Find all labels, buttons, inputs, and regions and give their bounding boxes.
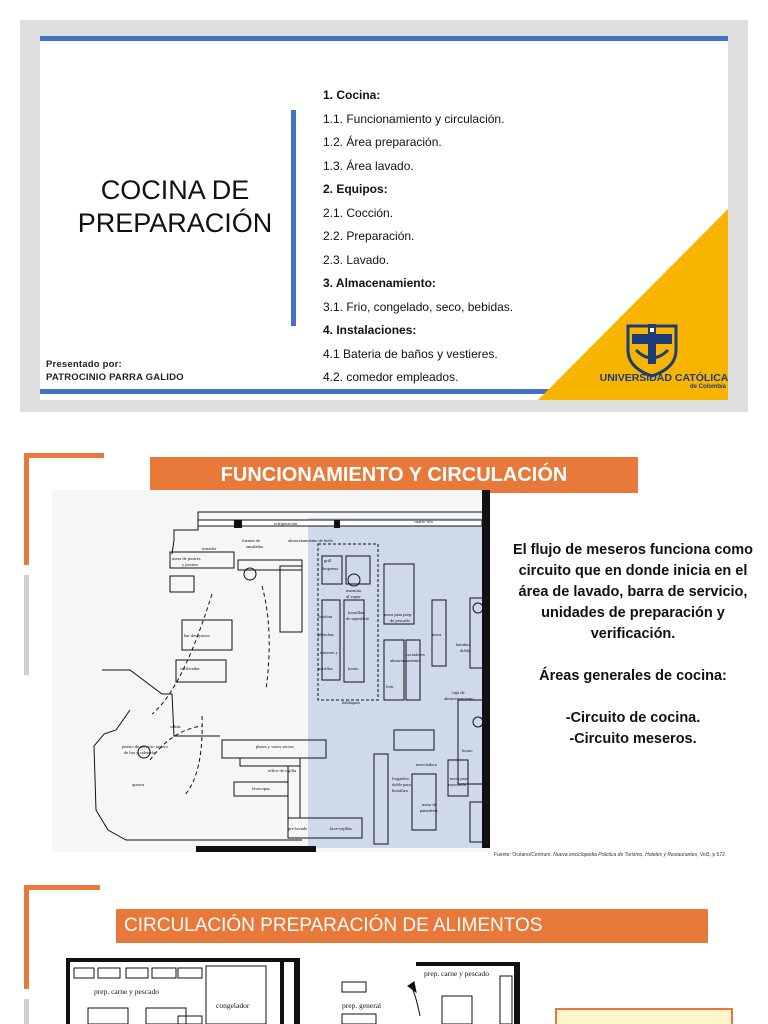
plan-label: ensaladas bbox=[246, 544, 264, 549]
plan-label: fuentes de bbox=[242, 538, 261, 543]
plan-label: de pescado bbox=[390, 618, 410, 623]
plan-label: mesa de bbox=[422, 802, 437, 807]
plan-label: prep. general bbox=[342, 1001, 382, 1010]
plan-label: cortadores bbox=[406, 652, 425, 657]
plan-label: bar desayunos bbox=[184, 633, 210, 638]
kitchen-floor-plan bbox=[52, 490, 490, 852]
plan-label: cuarto frío bbox=[414, 519, 433, 524]
slide-title-line-1: COCINA DE bbox=[100, 175, 250, 205]
presenter-block bbox=[46, 358, 184, 384]
plan-label: batidora bbox=[456, 642, 471, 647]
plan-label: de superficie bbox=[346, 616, 370, 621]
table-of-contents bbox=[323, 84, 513, 390]
plan-label: almacenamiento bbox=[444, 696, 474, 701]
plan-label: doble para bbox=[392, 782, 411, 787]
slide2-banner: FUNCIONAMIENTO Y CIRCULACIÓN bbox=[150, 457, 638, 493]
plan-label: salida bbox=[170, 724, 181, 729]
plan-label: sartenes y bbox=[320, 650, 338, 655]
toc-item: 4.2. comedor empleados. bbox=[323, 370, 459, 384]
plan-label: horno bbox=[348, 666, 359, 671]
slide3-grey-accent bbox=[24, 999, 29, 1024]
toc-item: 2. Equipos: bbox=[323, 182, 388, 196]
slide3-orange-corner-h bbox=[24, 885, 100, 890]
toc-item: 2.3. Lavado. bbox=[323, 252, 390, 267]
plan-label: de bar y cafetería bbox=[124, 750, 156, 755]
description-subheading: Áreas generales de cocina: bbox=[539, 668, 727, 684]
source-title: Nueva enciclopedia Práctica de Turismo, Hoteles y Restaurantes bbox=[553, 852, 698, 858]
plan-label: almacenamiento bbox=[390, 658, 420, 663]
title-slide-content bbox=[40, 36, 728, 400]
plan-label: quesos bbox=[132, 782, 145, 787]
plan-label: repostería bbox=[448, 782, 466, 787]
plan-label: pre-lavado bbox=[288, 826, 308, 831]
plan-label: mesa para prep. bbox=[384, 612, 413, 617]
description-item: -Circuito meseros. bbox=[569, 731, 697, 747]
university-shield-icon bbox=[612, 320, 692, 378]
prep-floor-plan-right bbox=[334, 962, 520, 1024]
plan-label: verificador bbox=[180, 666, 200, 671]
top-accent-bar bbox=[40, 36, 728, 41]
plan-label: planchas bbox=[318, 632, 334, 637]
plan-label: prep. carne y pescado bbox=[424, 969, 489, 978]
toc-item: 3. Almacenamiento: bbox=[323, 276, 436, 290]
plan-label: panadería bbox=[420, 808, 438, 813]
slide3-banner: CIRCULACIÓN PREPARACIÓN DE ALIMENTOS bbox=[116, 909, 708, 943]
prep-floor-plan-left bbox=[66, 958, 300, 1024]
plan-label: office de vajilla bbox=[268, 768, 297, 773]
plan-label: freír bbox=[386, 684, 394, 689]
plan-label: horno bbox=[462, 748, 473, 753]
toc-item: 4. Instalaciones: bbox=[323, 323, 417, 337]
logo-subtitle: de Colombia bbox=[690, 384, 727, 390]
description-item: -Circuito de cocina. bbox=[565, 710, 701, 726]
description-paragraph: El flujo de meseros funciona como circuito que en donde inicia en el área de lavado, barra de servicio, unidades de preparación y verificación. bbox=[512, 542, 754, 642]
plan-label: y postres bbox=[182, 562, 199, 567]
vertical-accent-bar bbox=[291, 110, 296, 326]
plan-label: grill bbox=[324, 558, 332, 563]
title-slide bbox=[20, 20, 748, 412]
toc-item: 3.1. Frio, congelado, seco, bebidas. bbox=[323, 299, 514, 314]
note-box bbox=[555, 1008, 733, 1024]
plan-label: hornillas bbox=[348, 610, 364, 615]
plan-label: mesa de postres bbox=[172, 556, 201, 561]
plan-label: almacenamiento de hielo bbox=[288, 538, 333, 543]
slide2-grey-accent bbox=[24, 575, 29, 675]
source-suffix: , Vol3, p 572 bbox=[697, 852, 725, 858]
plan-label: despensa bbox=[322, 566, 339, 571]
toc-item: 2.1. Cocción. bbox=[323, 205, 394, 220]
plan-label: mesa para bbox=[450, 776, 469, 781]
toc-item: 1.1. Funcionamiento y circulación. bbox=[323, 111, 505, 126]
presenter-label: Presentado por: bbox=[46, 359, 122, 370]
plan-label: parrillas bbox=[318, 666, 333, 671]
source-citation bbox=[494, 852, 725, 858]
toc-item: 4.1 Bateria de baños y vestieres. bbox=[323, 346, 498, 361]
toc-item: 1.3. Área lavado. bbox=[323, 158, 414, 173]
toc-item: 1.2. Área preparación. bbox=[323, 135, 442, 149]
bottom-accent-bar bbox=[40, 389, 550, 394]
plan-label: hortaliza bbox=[392, 788, 408, 793]
plan-label: mesa bbox=[432, 632, 442, 637]
slide2-orange-corner-v bbox=[24, 453, 29, 565]
source-prefix: Fuente: Océano/Centrum. bbox=[494, 852, 554, 858]
plan-label: tostador bbox=[202, 546, 217, 551]
university-logo-text bbox=[580, 373, 728, 384]
slide3-orange-corner-v bbox=[24, 885, 29, 989]
toc-item: 1. Cocina: bbox=[323, 88, 381, 102]
plan-label: lava-vajillas bbox=[330, 826, 352, 831]
plan-label: al vapor bbox=[346, 594, 361, 599]
plan-label: mezcladora bbox=[416, 762, 437, 767]
slide2-orange-corner-h bbox=[24, 453, 104, 458]
presenter-name: PATROCINIO PARRA GALIDO bbox=[46, 372, 184, 383]
plan-label: doble bbox=[460, 648, 470, 653]
plan-label: baldaquín bbox=[342, 700, 360, 705]
logo-word-catolica: CATÓLICA bbox=[674, 372, 728, 384]
toc-item: 2.2. Preparación. bbox=[323, 229, 415, 243]
logo-word-universidad: UNIVERSIDAD bbox=[599, 372, 672, 384]
plan-label: fregadero bbox=[392, 776, 410, 781]
plan-label: caja de bbox=[452, 690, 465, 695]
slide-title bbox=[70, 174, 280, 240]
slide2-description bbox=[508, 540, 758, 750]
plan-label: freidora bbox=[318, 614, 333, 619]
plan-label: puesto de servicio tostero bbox=[122, 744, 168, 749]
plan-label: lavacopas bbox=[252, 786, 270, 791]
plan-label: marmita bbox=[346, 588, 361, 593]
plan-label: prep. carne y pescado bbox=[94, 987, 159, 996]
plan-label: refrigeración bbox=[274, 521, 298, 526]
plan-label: platos y vasos sucios bbox=[256, 744, 294, 749]
slide-title-line-2: PREPARACIÓN bbox=[77, 208, 273, 238]
plan-label: congelador bbox=[216, 1001, 250, 1010]
